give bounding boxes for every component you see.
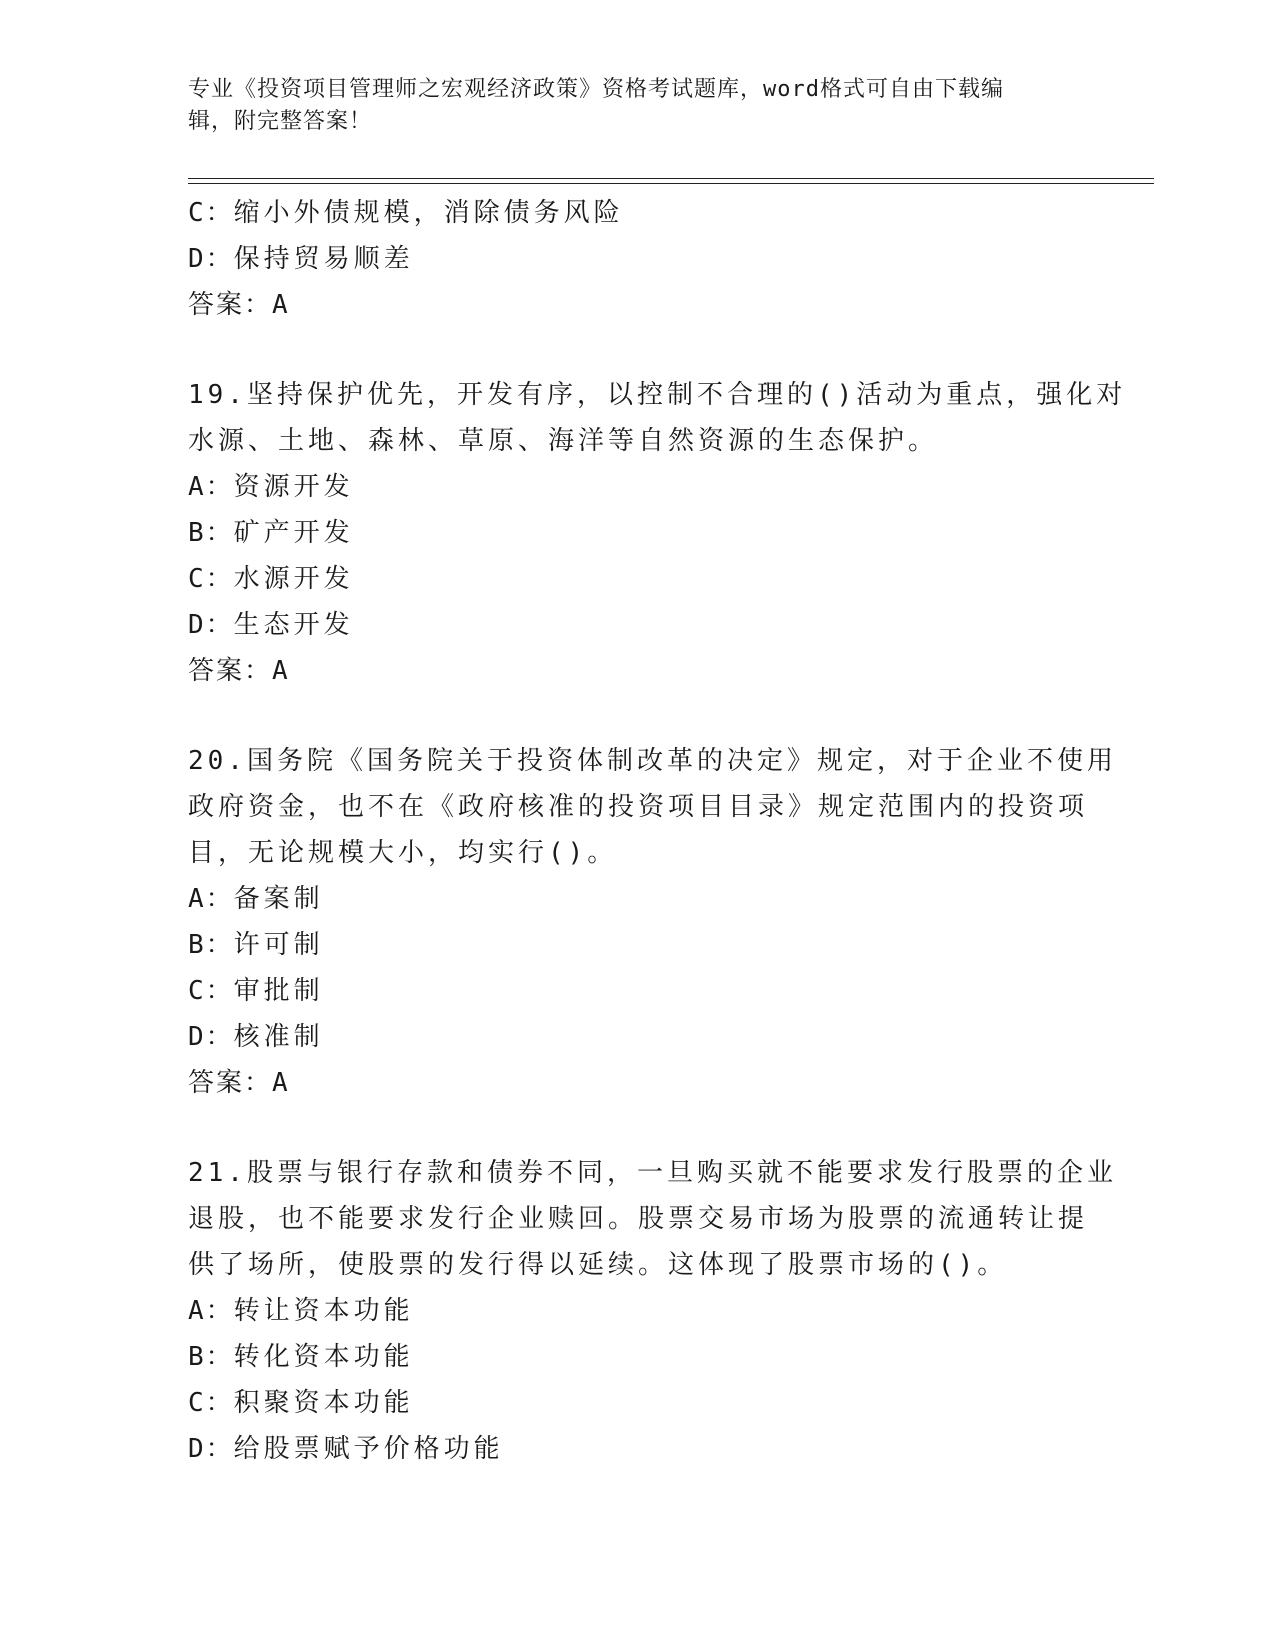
option-a <box>188 464 1088 510</box>
option-text: 水源开发 <box>233 564 354 594</box>
option-text: 资源开发 <box>233 472 354 502</box>
option-text: 审批制 <box>233 976 324 1006</box>
option-key: A： <box>188 1296 234 1326</box>
question-text-line: 退股，也不能要求发行企业赎回。股票交易市场为股票的流通转让提 <box>188 1204 1089 1234</box>
option-text: 许可制 <box>233 930 324 960</box>
answer-line: 答案：A <box>188 1068 290 1098</box>
header-divider-top <box>188 178 1154 179</box>
option-d <box>188 602 1088 648</box>
question-19 <box>188 372 1127 694</box>
option-key: D： <box>188 610 234 640</box>
option-key: B： <box>188 1342 234 1372</box>
question-21 <box>188 1150 1117 1472</box>
question-text-line: 21.股票与银行存款和债券不同，一旦购买就不能要求发行股票的企业 <box>188 1158 1117 1188</box>
question-text-line: 19.坚持保护优先，开发有序，以控制不合理的()活动为重点，强化对 <box>188 380 1127 410</box>
option-key: C： <box>188 1388 234 1418</box>
question-text-line: 20.国务院《国务院关于投资体制改革的决定》规定，对于企业不使用 <box>188 746 1117 776</box>
spacer <box>188 694 1088 738</box>
header-line-1: 专业《投资项目管理师之宏观经济政策》资格考试题库，word格式可自由下载编 <box>188 77 1004 102</box>
header-divider-bottom <box>188 183 1154 184</box>
option-key: D： <box>188 1022 234 1052</box>
option-d <box>188 1014 1088 1060</box>
option-a <box>188 1288 1088 1334</box>
question-text-line: 目，无论规模大小，均实行()。 <box>188 838 618 868</box>
option-key: B： <box>188 930 234 960</box>
document-header <box>188 74 1088 138</box>
spacer <box>188 1106 1088 1150</box>
option-key: D： <box>188 1434 234 1464</box>
question-18-tail <box>188 190 1088 328</box>
option-c <box>188 968 1088 1014</box>
question-text-line: 供了场所，使股票的发行得以延续。这体现了股票市场的()。 <box>188 1250 1008 1280</box>
answer-line: 答案：A <box>188 656 290 686</box>
option-c <box>188 556 1088 602</box>
option-key: C： <box>188 976 234 1006</box>
option-text: 备案制 <box>233 884 324 914</box>
option-text: 转化资本功能 <box>233 1342 414 1372</box>
option-text: 给股票赋予价格功能 <box>233 1434 504 1464</box>
option-b <box>188 1334 1088 1380</box>
option-text: 保持贸易顺差 <box>233 244 414 274</box>
option-key: C： <box>188 198 234 228</box>
option-key: A： <box>188 472 234 502</box>
option-d <box>188 1426 1088 1472</box>
option-d <box>188 236 1088 282</box>
option-text: 生态开发 <box>233 610 354 640</box>
question-list <box>188 190 1127 1472</box>
option-c <box>188 190 1088 236</box>
option-text: 核准制 <box>233 1022 324 1052</box>
option-text: 积聚资本功能 <box>233 1388 414 1418</box>
option-key: C： <box>188 564 234 594</box>
question-text-line: 政府资金，也不在《政府核准的投资项目目录》规定范围内的投资项 <box>188 792 1089 822</box>
header-line-2: 辑，附完整答案！ <box>188 109 373 134</box>
option-text: 转让资本功能 <box>233 1296 414 1326</box>
option-a <box>188 876 1088 922</box>
option-b <box>188 510 1088 556</box>
option-c <box>188 1380 1088 1426</box>
option-b <box>188 922 1088 968</box>
question-20 <box>188 738 1117 1106</box>
option-text: 缩小外债规模，消除债务风险 <box>233 198 624 228</box>
option-text: 矿产开发 <box>233 518 354 548</box>
spacer <box>188 328 1088 372</box>
option-key: A： <box>188 884 234 914</box>
question-text-line: 水源、土地、森林、草原、海洋等自然资源的生态保护。 <box>188 426 939 456</box>
answer-line: 答案：A <box>188 290 290 320</box>
option-key: D： <box>188 244 234 274</box>
option-key: B： <box>188 518 234 548</box>
